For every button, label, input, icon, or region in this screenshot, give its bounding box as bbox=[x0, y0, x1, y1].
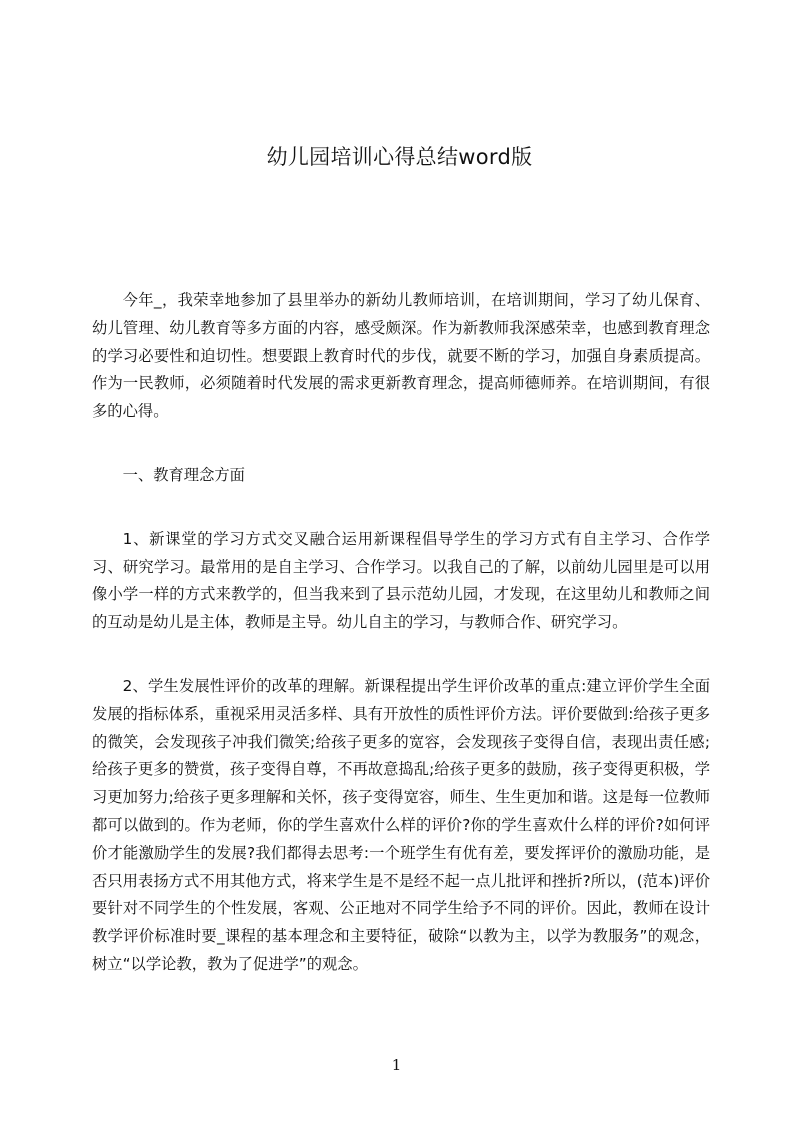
page-number: 1 bbox=[391, 1056, 402, 1074]
point-two-paragraph: 2、学生发展性评价的改革的理解。新课程提出学生评价改革的重点:建立评价学生全面发展的指标体系，重视采用灵活多样、具有开放性的质性评价方法。评价要做到:给孩子更多的微笑，会发现孩子冲我们微笑;给孩子更多的宽容，会发现孩子变得自信，表现出责任感;给孩子更多的赞赏，孩子变得自尊，不再故意捣乱;给孩子更多的鼓励，孩子变得更积极，学习更加努力;给孩子更多理解和关怀，孩子变得宽容，师生、生生更加和谐。这是每一位教师都可以做到的。作为老师，你的学生喜欢什么样的评价?你的学生喜欢什么样的评价?如何评价才能激励学生的发展?我们都得去思考:一个班学生有优有差，要发挥评价的激励功能，是否只用表扬方式不用其他方式，将来学生是不是经不起一点儿批评和挫折?所以，(范本)评价要针对不同学生的个性发展，客观、公正地对不同学生给予不同的评价。因此，教师在设计教学评价标准时要_课程的基本理念和主要特征，破除“以教为主，以学为教服务”的观念，树立“以学论教，教为了促进学”的观念。 bbox=[92, 676, 710, 973]
document-title: 幼儿园培训心得总结word版 bbox=[266, 145, 533, 169]
point-one-paragraph: 1、新课堂的学习方式交叉融合运用新课程倡导学生的学习方式有自主学习、合作学习、研究学习。最常用的是自主学习、合作学习。以我自己的了解，以前幼儿园里是可以用像小学一样的方式来教学的，但当我来到了县示范幼儿园，才发现，在这里幼儿和教师之间的互动是幼儿是主体，教师是主导。幼儿自主的学习，与教师合作、研究学习。 bbox=[92, 529, 710, 632]
section-heading: 一、教育理念方面 bbox=[122, 465, 245, 484]
intro-paragraph: 今年_，我荣幸地参加了县里举办的新幼儿教师培训，在培训期间，学习了幼儿保育、幼儿管理、幼儿教育等多方面的内容，感受颇深。作为新教师我深感荣幸，也感到教育理念的学习必要性和迫切性。想要跟上教育时代的步伐，就要不断的学习，加强自身素质提高。作为一民教师，必须随着时代发展的需求更新教育理念，提高师德师养。在培训期间，有很多的心得。 bbox=[92, 291, 710, 421]
document-body bbox=[92, 287, 710, 1015]
